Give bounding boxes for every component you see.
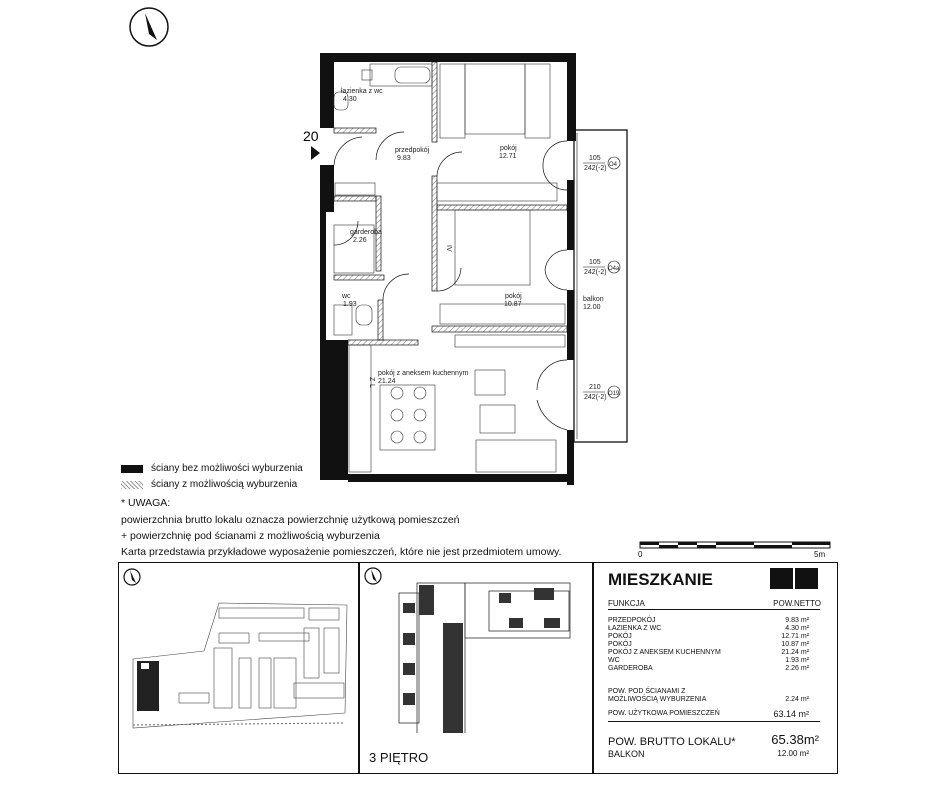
floor-key-panel bbox=[358, 562, 594, 774]
summary-panel bbox=[592, 562, 838, 774]
window-width: 210 bbox=[589, 384, 601, 391]
room-name: garderoba bbox=[350, 229, 382, 236]
summary-room-area: 4.30 m² bbox=[785, 625, 809, 632]
site-plan-panel bbox=[118, 562, 360, 774]
partition-walls bbox=[334, 62, 567, 345]
legend-solid bbox=[121, 463, 303, 474]
summary-room-name: WC bbox=[608, 657, 620, 664]
col-function: FUNKCJA bbox=[608, 599, 645, 608]
balcony-value: 12.00 m² bbox=[777, 749, 809, 758]
window-height: 242(-2) bbox=[584, 165, 607, 172]
usable-value: 63.14 m² bbox=[773, 709, 809, 719]
entrance-number: 20 bbox=[303, 128, 319, 144]
summary-room-area: 12.71 m² bbox=[781, 633, 809, 640]
legend-hatched bbox=[121, 479, 297, 490]
room-name: wc bbox=[342, 293, 351, 300]
scale-end: 5m bbox=[814, 550, 826, 559]
room-name: pokój bbox=[500, 145, 517, 152]
building-floor-key bbox=[359, 563, 593, 733]
window-height: 242(-2) bbox=[584, 394, 607, 401]
room-mark: L bbox=[368, 384, 375, 388]
summary-room-name: ŁAZIENKA Z WC bbox=[608, 625, 662, 632]
window-width: 105 bbox=[589, 155, 601, 162]
note-line-2: + powierzchnię pod ścianami z możliwością wyburzenia bbox=[121, 530, 380, 542]
walls-label-1: POW. POD ŚCIANAMI Z bbox=[608, 688, 686, 695]
summary-room-name: POKÓJ Z ANEKSEM KUCHENNYM bbox=[608, 649, 721, 656]
note-heading: * UWAGA: bbox=[121, 497, 171, 509]
room-area: 21.24 bbox=[378, 378, 396, 385]
col-area: POW.NETTO bbox=[773, 599, 821, 608]
window-height: 242(-2) bbox=[584, 269, 607, 276]
room-area: 12.71 bbox=[499, 153, 517, 160]
summary-room-area: 9.83 m² bbox=[785, 617, 809, 624]
solid-wall-swatch bbox=[121, 465, 143, 473]
room-name: pokój z aneksem kuchennym bbox=[378, 370, 469, 377]
window-code: O4a bbox=[608, 266, 620, 272]
apartment-badge bbox=[770, 568, 818, 589]
gross-label: POW. BRUTTO LOKALU* bbox=[608, 736, 736, 748]
room-name: łazienka z wc bbox=[341, 88, 383, 95]
usable-label: POW. UŻYTKOWA POMIESZCZEŃ bbox=[608, 710, 720, 717]
summary-room-name: PRZEDPOKÓJ bbox=[608, 617, 656, 624]
room-area: 10.87 bbox=[504, 301, 522, 308]
room-name: pokój bbox=[505, 293, 522, 300]
structural-walls bbox=[320, 53, 576, 485]
summary-title: MIESZKANIE bbox=[608, 570, 713, 589]
floor-label: 3 PIĘTRO bbox=[369, 750, 429, 765]
window-width: 105 bbox=[589, 259, 601, 266]
balcony-label: BALKON bbox=[608, 749, 645, 759]
legend-hatched-label: ściany z możliwością wyburzenia bbox=[151, 479, 298, 490]
room-mark: IV bbox=[445, 245, 452, 252]
room-area: 9.83 bbox=[397, 155, 411, 162]
site-plan bbox=[119, 563, 359, 773]
gross-value: 65.38m² bbox=[771, 732, 819, 747]
hatched-wall-swatch bbox=[121, 481, 143, 489]
summary-room-area: 2.26 m² bbox=[785, 665, 809, 672]
walls-value: 2.24 m² bbox=[785, 696, 809, 703]
scale-bar bbox=[636, 538, 836, 562]
note-line-1: powierzchnia brutto lokalu oznacza powierzchnię użytkową pomieszczeń bbox=[121, 514, 460, 526]
room-mark: Z bbox=[368, 377, 375, 382]
room-area: 1.93 bbox=[343, 301, 357, 308]
summary-room-name: POKÓJ bbox=[608, 641, 632, 648]
summary-room-area: 1.93 m² bbox=[785, 657, 809, 664]
room-name: przedpokój bbox=[395, 147, 430, 154]
summary-room-name: GARDEROBA bbox=[608, 665, 653, 672]
scale-start: 0 bbox=[638, 550, 643, 559]
window-tags bbox=[583, 155, 620, 401]
window-code: O19 bbox=[608, 391, 620, 397]
room-area: 12.00 bbox=[583, 304, 601, 311]
room-name: balkon bbox=[583, 296, 604, 303]
summary-room-name: POKÓJ bbox=[608, 633, 632, 640]
room-area: 2.26 bbox=[353, 237, 367, 244]
walls-label-2: MOŻLIWOŚCIĄ WYBURZENIA bbox=[608, 696, 707, 703]
legend-solid-label: ściany bez możliwości wyburzenia bbox=[151, 463, 303, 474]
furniture bbox=[334, 64, 565, 472]
window-code: O4 bbox=[609, 162, 618, 168]
summary-room-area: 10.87 m² bbox=[781, 641, 809, 648]
summary-room-area: 21.24 m² bbox=[781, 649, 809, 656]
entrance-arrow-icon bbox=[311, 146, 320, 160]
room-area: 4.30 bbox=[343, 96, 357, 103]
note-line-3: Karta przedstawia przykładowe wyposażenie pomieszczeń, które nie jest przedmiotem umowy. bbox=[121, 546, 562, 558]
